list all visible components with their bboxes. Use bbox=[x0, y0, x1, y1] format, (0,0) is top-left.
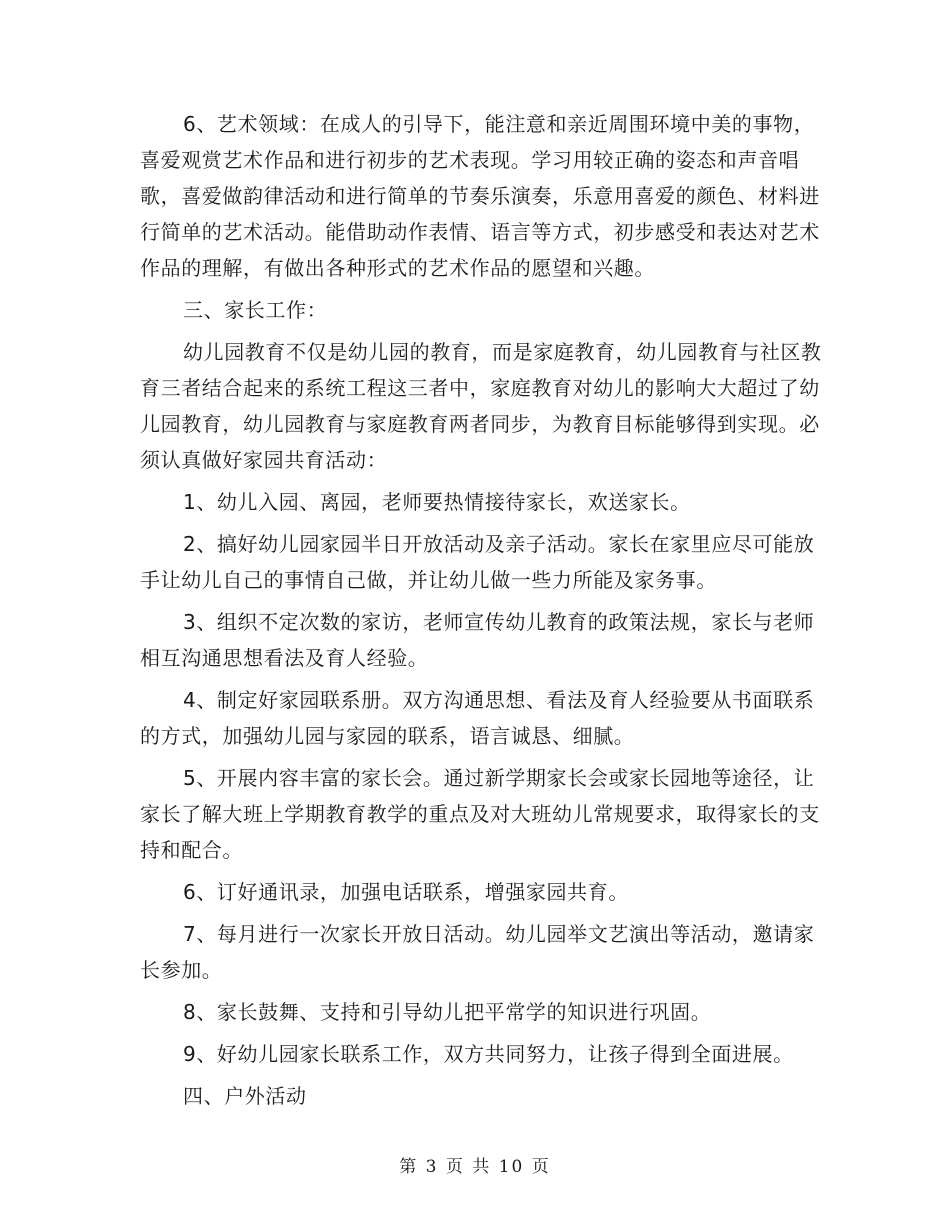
list-item-5: 5、开展内容丰富的家长会。通过新学期家长会或家长园地等途径，让家长了解大班上学期教育教学的重点及对大班幼儿常规要求，取得家长的支持和配合。 bbox=[140, 766, 820, 862]
list-item-8: 8、家长鼓舞、支持和引导幼儿把平常学的知识进行巩固。 bbox=[183, 1000, 712, 1024]
list-item-6: 6、订好通讯录，加强电话联系，增强家园共育。 bbox=[183, 880, 629, 904]
paragraph-parent-work-intro: 幼儿园教育不仅是幼儿园的教育，而是家庭教育，幼儿园教育与社区教育三者结合起来的系统工程这三者中，家庭教育对幼儿的影响大大超过了幼儿园教育，幼儿园教育与家庭教育两者同步，为教育目标能够得到实现。必须认真做好家园共育活动： bbox=[140, 340, 822, 472]
list-item-4: 4、制定好家园联系册。双方沟通思想、看法及育人经验要从书面联系的方式，加强幼儿园与家园的联系，语言诚恳、细腻。 bbox=[140, 688, 815, 748]
list-item-1: 1、幼儿入园、离园，老师要热情接待家长，欢送家长。 bbox=[183, 490, 691, 514]
section-heading-outdoor-activity: 四、户外活动 bbox=[183, 1084, 307, 1108]
section-heading-parent-work: 三、家长工作： bbox=[183, 298, 328, 322]
list-item-7: 7、每月进行一次家长开放日活动。幼儿园举文艺演出等活动，邀请家长参加。 bbox=[140, 922, 815, 982]
paragraph-art-domain: 6、艺术领域：在成人的引导下，能注意和亲近周围环境中美的事物，喜爱观赏艺术作品和进行初步的艺术表现。学习用较正确的姿态和声音唱歌，喜爱做韵律活动和进行简单的节奏乐演奏，乐意用喜爱的颜色、材料进行简单的艺术活动。能借助动作表情、语言等方式，初步感受和表达对艺术作品的理解，有做出各种形式的艺术作品的愿望和兴趣。 bbox=[140, 112, 820, 280]
list-item-9: 9、好幼儿园家长联系工作，双方共同努力，让孩子得到全面进展。 bbox=[183, 1042, 794, 1066]
list-item-3: 3、组织不定次数的家访，老师宣传幼儿教育的政策法规，家长与老师相互沟通思想看法及育人经验。 bbox=[140, 610, 815, 670]
document-body bbox=[140, 106, 830, 1120]
list-item-2: 2、搞好幼儿园家园半日开放活动及亲子活动。家长在家里应尽可能放手让幼儿自己的事情自己做，并让幼儿做一些力所能及家务事。 bbox=[140, 532, 815, 592]
page-number-footer: 第 3 页 共 10 页 bbox=[399, 1157, 551, 1177]
